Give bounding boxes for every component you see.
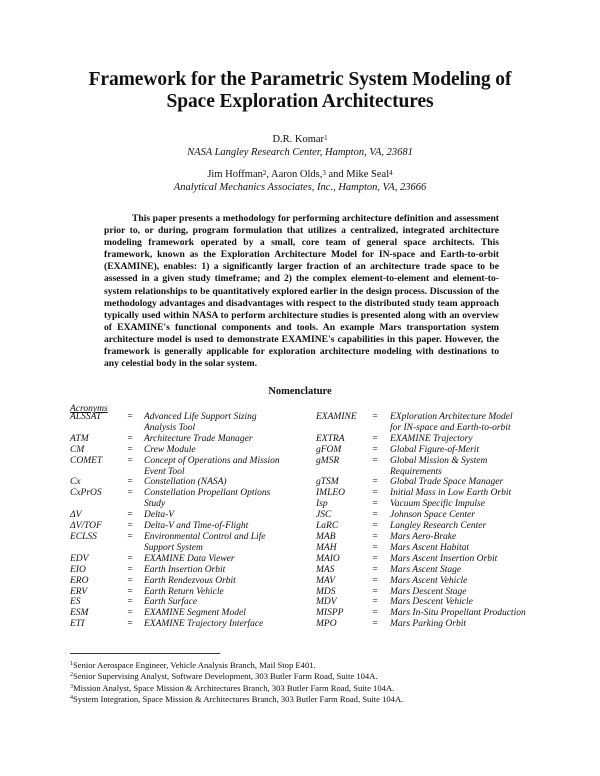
author-footnote-mark: 1 — [324, 134, 328, 142]
acronym-definition: Earth Insertion Orbit — [144, 564, 226, 575]
acronym-row — [70, 434, 290, 445]
acronym-abbr: IMLEO — [316, 488, 346, 499]
acronym-equals: = — [127, 564, 133, 575]
acronym-row-continuation — [70, 499, 290, 510]
footnote — [70, 694, 540, 705]
acronym-list-right — [316, 412, 546, 630]
acronym-equals: = — [127, 619, 133, 630]
acronym-definition: Advanced Life Support Sizing — [144, 412, 257, 422]
acronym-abbr: ESM — [70, 608, 89, 619]
acronym-abbr: Cx — [70, 477, 81, 488]
acronym-row — [316, 532, 546, 543]
acronym-definition: Mars Descent Stage — [390, 586, 467, 597]
acronym-definition: Earth Rendezvous Orbit — [144, 575, 236, 586]
acronym-equals: = — [372, 586, 378, 597]
acronym-row — [70, 521, 290, 532]
acronym-row — [316, 565, 546, 576]
acronym-abbr: ΔV — [70, 510, 82, 521]
acronym-row — [316, 543, 546, 554]
acronym-row — [316, 456, 546, 467]
footnote-rule — [70, 653, 220, 654]
acronym-row — [70, 477, 290, 488]
acronym-definition-continued: Study — [144, 499, 166, 510]
acronym-definition: Mars In-Situ Propellant Production — [390, 608, 526, 619]
author-block-1 — [60, 133, 540, 159]
acronym-abbr: MDV — [316, 597, 337, 608]
acronym-equals-spacer — [122, 543, 138, 554]
acronym-equals: = — [372, 521, 378, 532]
acronym-row — [316, 445, 546, 456]
acronym-equals: = — [372, 531, 378, 542]
acronym-abbr: ECLSS — [70, 531, 97, 542]
acronym-equals-spacer — [368, 423, 382, 434]
acronym-abbr: EXAMINE — [316, 412, 357, 422]
acronym-definition: EXAMINE Segment Model — [144, 608, 246, 619]
acronym-abbr: ERO — [70, 575, 89, 586]
acronym-definition: Concept of Operations and Mission — [144, 455, 280, 466]
acronym-row — [316, 597, 546, 608]
paper-title — [60, 69, 540, 113]
acronym-row — [70, 510, 290, 521]
acronym-abbr: MAV — [316, 575, 336, 586]
acronym-row — [70, 619, 290, 630]
author-footnote-mark: 4 — [389, 169, 393, 177]
acronym-definition: Mars Ascent Stage — [390, 564, 462, 575]
acronym-row — [316, 576, 546, 587]
footnote — [70, 671, 540, 682]
acronym-abbr-spacer — [316, 423, 368, 434]
acronym-row — [70, 608, 290, 619]
author-footnote-mark: 3 — [322, 169, 326, 177]
acronym-abbr: ETI — [70, 619, 85, 630]
acronym-equals: = — [372, 412, 378, 422]
title-line: Space Exploration Architectures — [166, 91, 434, 112]
acronym-abbr: gFOM — [316, 444, 342, 455]
acronym-row — [316, 488, 546, 499]
acronym-abbr: EXTRA — [316, 433, 345, 444]
acronym-equals: = — [127, 477, 133, 488]
acronym-definition: Mars Ascent Insertion Orbit — [390, 553, 498, 564]
footnote — [70, 683, 540, 694]
nomenclature-heading: Nomenclature — [268, 386, 332, 397]
acronym-row — [70, 554, 290, 565]
acronym-definition: Environmental Control and Life — [144, 531, 266, 542]
acronym-equals-spacer — [122, 467, 138, 478]
title-line: Framework for the Parametric System Modeling of — [88, 69, 512, 90]
acronym-definition: EXAMINE Data Viewer — [144, 553, 235, 564]
acronym-abbr: ALSSAT — [70, 412, 102, 422]
acronym-equals: = — [127, 412, 133, 422]
acronym-row — [70, 412, 290, 423]
footnote-mark: 2 — [70, 672, 73, 679]
acronym-row-continuation — [316, 423, 546, 434]
acronym-abbr: ES — [70, 597, 81, 608]
footnote-mark: 3 — [70, 683, 73, 690]
acronym-row — [316, 521, 546, 532]
acronym-equals: = — [372, 455, 378, 466]
author-name: Aaron Olds, — [271, 169, 323, 180]
acronym-equals: = — [127, 433, 133, 444]
acronym-definition: Mars Aero-Brake — [390, 531, 457, 542]
acronym-abbr: CM — [70, 444, 85, 455]
acronym-row — [316, 477, 546, 488]
acronym-row-continuation — [70, 423, 290, 434]
acronym-equals: = — [372, 564, 378, 575]
acronym-abbr: EIO — [70, 564, 86, 575]
acronym-equals: = — [127, 455, 133, 466]
acronym-row — [316, 499, 546, 510]
acronym-definition: Architecture Trade Manager — [144, 433, 253, 444]
acronym-abbr: MPO — [316, 619, 337, 630]
acronym-definition: Earth Surface — [144, 597, 198, 608]
acronym-equals: = — [372, 433, 378, 444]
acronym-abbr-spacer — [70, 543, 122, 554]
acronym-definition-continued: Support System — [144, 542, 203, 553]
acronym-abbr: MAH — [316, 542, 337, 553]
acronym-equals: = — [127, 608, 133, 619]
acronym-abbr: EDV — [70, 553, 89, 564]
acronym-definition-continued: Analysis Tool — [144, 422, 196, 433]
acronym-abbr-spacer — [70, 467, 122, 478]
acronym-equals: = — [372, 488, 378, 499]
acronym-definition: Global Figure-of-Merit — [390, 444, 480, 455]
acronym-row — [316, 412, 546, 423]
acronym-row — [70, 576, 290, 587]
author-footnote-mark: 2 — [262, 169, 267, 177]
acronym-definition-continued: Event Tool — [144, 466, 185, 477]
footnote-text: Senior Aerospace Engineer, Vehicle Analysis Branch, Mail Stop E401. — [73, 660, 316, 670]
author-affiliation: Analytical Mechanics Associates, Inc., Hampton, VA, 23666 — [173, 182, 427, 193]
acronym-abbr: MAS — [316, 564, 335, 575]
acronym-equals: = — [372, 553, 378, 564]
acronym-abbr: Isp — [316, 499, 328, 510]
acronym-definition: Constellation (NASA) — [144, 477, 227, 488]
acronym-definition-continued: Requirements — [390, 466, 442, 477]
footnote — [70, 660, 540, 671]
author-affiliation: NASA Langley Research Center, Hampton, VA, 23681 — [187, 147, 413, 158]
acronyms-subheading: Acronyms — [70, 404, 108, 414]
footnote-text: Senior Supervising Analyst, Software Development, 303 Butler Farm Road, Suite 104A. — [73, 671, 378, 682]
acronym-abbr: ΔV/TOF — [70, 521, 102, 532]
acronym-definition: Mars Ascent Vehicle — [390, 575, 468, 586]
acronym-abbr-spacer — [316, 467, 368, 478]
acronym-abbr: COMET — [70, 455, 103, 466]
acronym-equals: = — [372, 499, 378, 510]
acronym-row — [70, 488, 290, 499]
acronym-definition: Mars Parking Orbit — [390, 619, 466, 630]
footnote-text: Mission Analyst, Space Mission & Architectures Branch, 303 Butler Farm Road, Suite 104A. — [73, 682, 395, 693]
acronym-equals: = — [372, 444, 378, 455]
acronym-row — [70, 565, 290, 576]
author-name: Jim Hoffman — [207, 169, 263, 180]
acronym-equals: = — [127, 510, 133, 521]
acronym-row — [70, 445, 290, 456]
acronym-abbr: gMSR — [316, 455, 340, 466]
acronym-equals-spacer — [122, 423, 138, 434]
acronym-definition: EXAMINE Trajectory — [390, 433, 473, 444]
acronym-equals: = — [372, 542, 378, 553]
author-line: Jim Hoffman$^2$, Aaron Olds,$^3$ and Mike Seal$^4$ — [207, 169, 393, 180]
abstract: This paper presents a methodology for performing architecture definition and assessment prior to, or during, program formulation that utilizes a centralized, integrated architecture modeling framework operated by a small, core team of general space architects. This framework, known as the Exploration Architecture Model for IN-space and Earth-to-orbit (EXAMINE), enables: 1) a significantly larger fraction of an architecture trade space to be assessed in a given study timeframe; and 2) the complex element-to-element and element-to-system relationships to be quantitatively explored earlier in the design process. Discussion of the methodology advantages and disadvantages with respect to the distributed study team approach typically used within NASA to perform architecture studies is presented along with an overview of EXAMINE's functional components and tools. An example Mars transportation system architecture model is used to demonstrate EXAMINE's capabilities in this paper. However, the framework is generally applicable for exploration architecture modeling with destinations to any celestial body in the solar system. — [104, 213, 499, 370]
author-block-2 — [60, 168, 540, 194]
acronym-definition: Global Mission & System — [390, 455, 488, 466]
acronym-equals: = — [372, 619, 378, 630]
acronym-equals: = — [372, 608, 378, 619]
acronym-definition: Langley Research Center — [390, 521, 487, 532]
footnote-mark: 1 — [70, 661, 73, 667]
acronym-equals-spacer — [122, 499, 138, 510]
acronym-definition: Johnson Space Center — [390, 510, 475, 521]
acronym-abbr: JSC — [316, 510, 332, 521]
footnotes — [70, 660, 540, 706]
acronym-definition: Mars Descent Vehicle — [390, 597, 473, 608]
acronym-definition: Crew Module — [144, 444, 196, 455]
author-line — [60, 133, 540, 146]
acronym-equals: = — [372, 477, 378, 488]
acronym-row — [316, 608, 546, 619]
acronym-row — [316, 510, 546, 521]
acronym-abbr: MDS — [316, 586, 336, 597]
acronym-equals: = — [127, 531, 133, 542]
acronym-equals: = — [127, 575, 133, 586]
footnote-mark: 4 — [70, 695, 73, 702]
acronym-row — [316, 619, 546, 630]
acronym-abbr: gTSM — [316, 477, 339, 488]
acronym-row-continuation — [316, 467, 546, 478]
author-name: and Mike Seal — [328, 169, 390, 180]
acronym-equals: = — [127, 488, 133, 499]
acronym-definition: Mars Ascent Habitat — [390, 542, 469, 553]
acronym-equals: = — [127, 553, 133, 564]
acronym-abbr: CxPrOS — [70, 488, 102, 499]
acronym-definition: Constellation Propellant Options — [144, 488, 271, 499]
acronym-abbr: ATM — [70, 433, 89, 444]
acronym-definition: EXploration Architecture Model — [390, 412, 513, 422]
acronym-definition-continued: for IN-space and Earth-to-orbit — [390, 422, 511, 433]
acronym-abbr: MAIO — [316, 553, 340, 564]
acronym-equals: = — [127, 586, 133, 597]
acronym-definition: Delta-V — [144, 510, 175, 521]
acronym-row — [70, 587, 290, 598]
acronym-equals: = — [372, 597, 378, 608]
acronym-definition: EXAMINE Trajectory Interface — [144, 619, 264, 630]
acronym-abbr: LaRC — [316, 521, 339, 532]
acronym-row — [70, 532, 290, 543]
acronym-row — [70, 456, 290, 467]
author-name: D.R. Komar — [272, 134, 325, 145]
acronym-definition: Vacuum Specific Impulse — [390, 499, 485, 510]
acronym-row — [316, 587, 546, 598]
acronym-definition: Global Trade Space Manager — [390, 477, 504, 488]
acronym-equals: = — [127, 521, 133, 532]
acronym-abbr-spacer — [70, 423, 122, 434]
acronym-equals: = — [372, 575, 378, 586]
acronym-equals: = — [127, 597, 133, 608]
acronym-row — [70, 597, 290, 608]
acronym-abbr: MAB — [316, 531, 336, 542]
acronym-row — [316, 554, 546, 565]
acronym-abbr-spacer — [70, 499, 122, 510]
acronym-abbr: MISPP — [316, 608, 344, 619]
acronym-equals: = — [372, 510, 378, 521]
acronym-definition: Delta-V and Time-of-Flight — [144, 521, 249, 532]
acronym-equals-spacer — [368, 467, 382, 478]
acronym-row-continuation — [70, 467, 290, 478]
acronym-row — [316, 434, 546, 445]
acronym-abbr: ERV — [70, 586, 88, 597]
acronym-definition: Earth Return Vehicle — [144, 586, 224, 597]
acronym-equals: = — [127, 444, 133, 455]
acronym-definition: Initial Mass in Low Earth Orbit — [390, 488, 512, 499]
acronym-list-left — [70, 412, 290, 630]
footnote-text: System Integration, Space Mission & Architectures Branch, 303 Butler Farm Road, Suite 104A. — [73, 694, 404, 705]
acronym-row-continuation — [70, 543, 290, 554]
